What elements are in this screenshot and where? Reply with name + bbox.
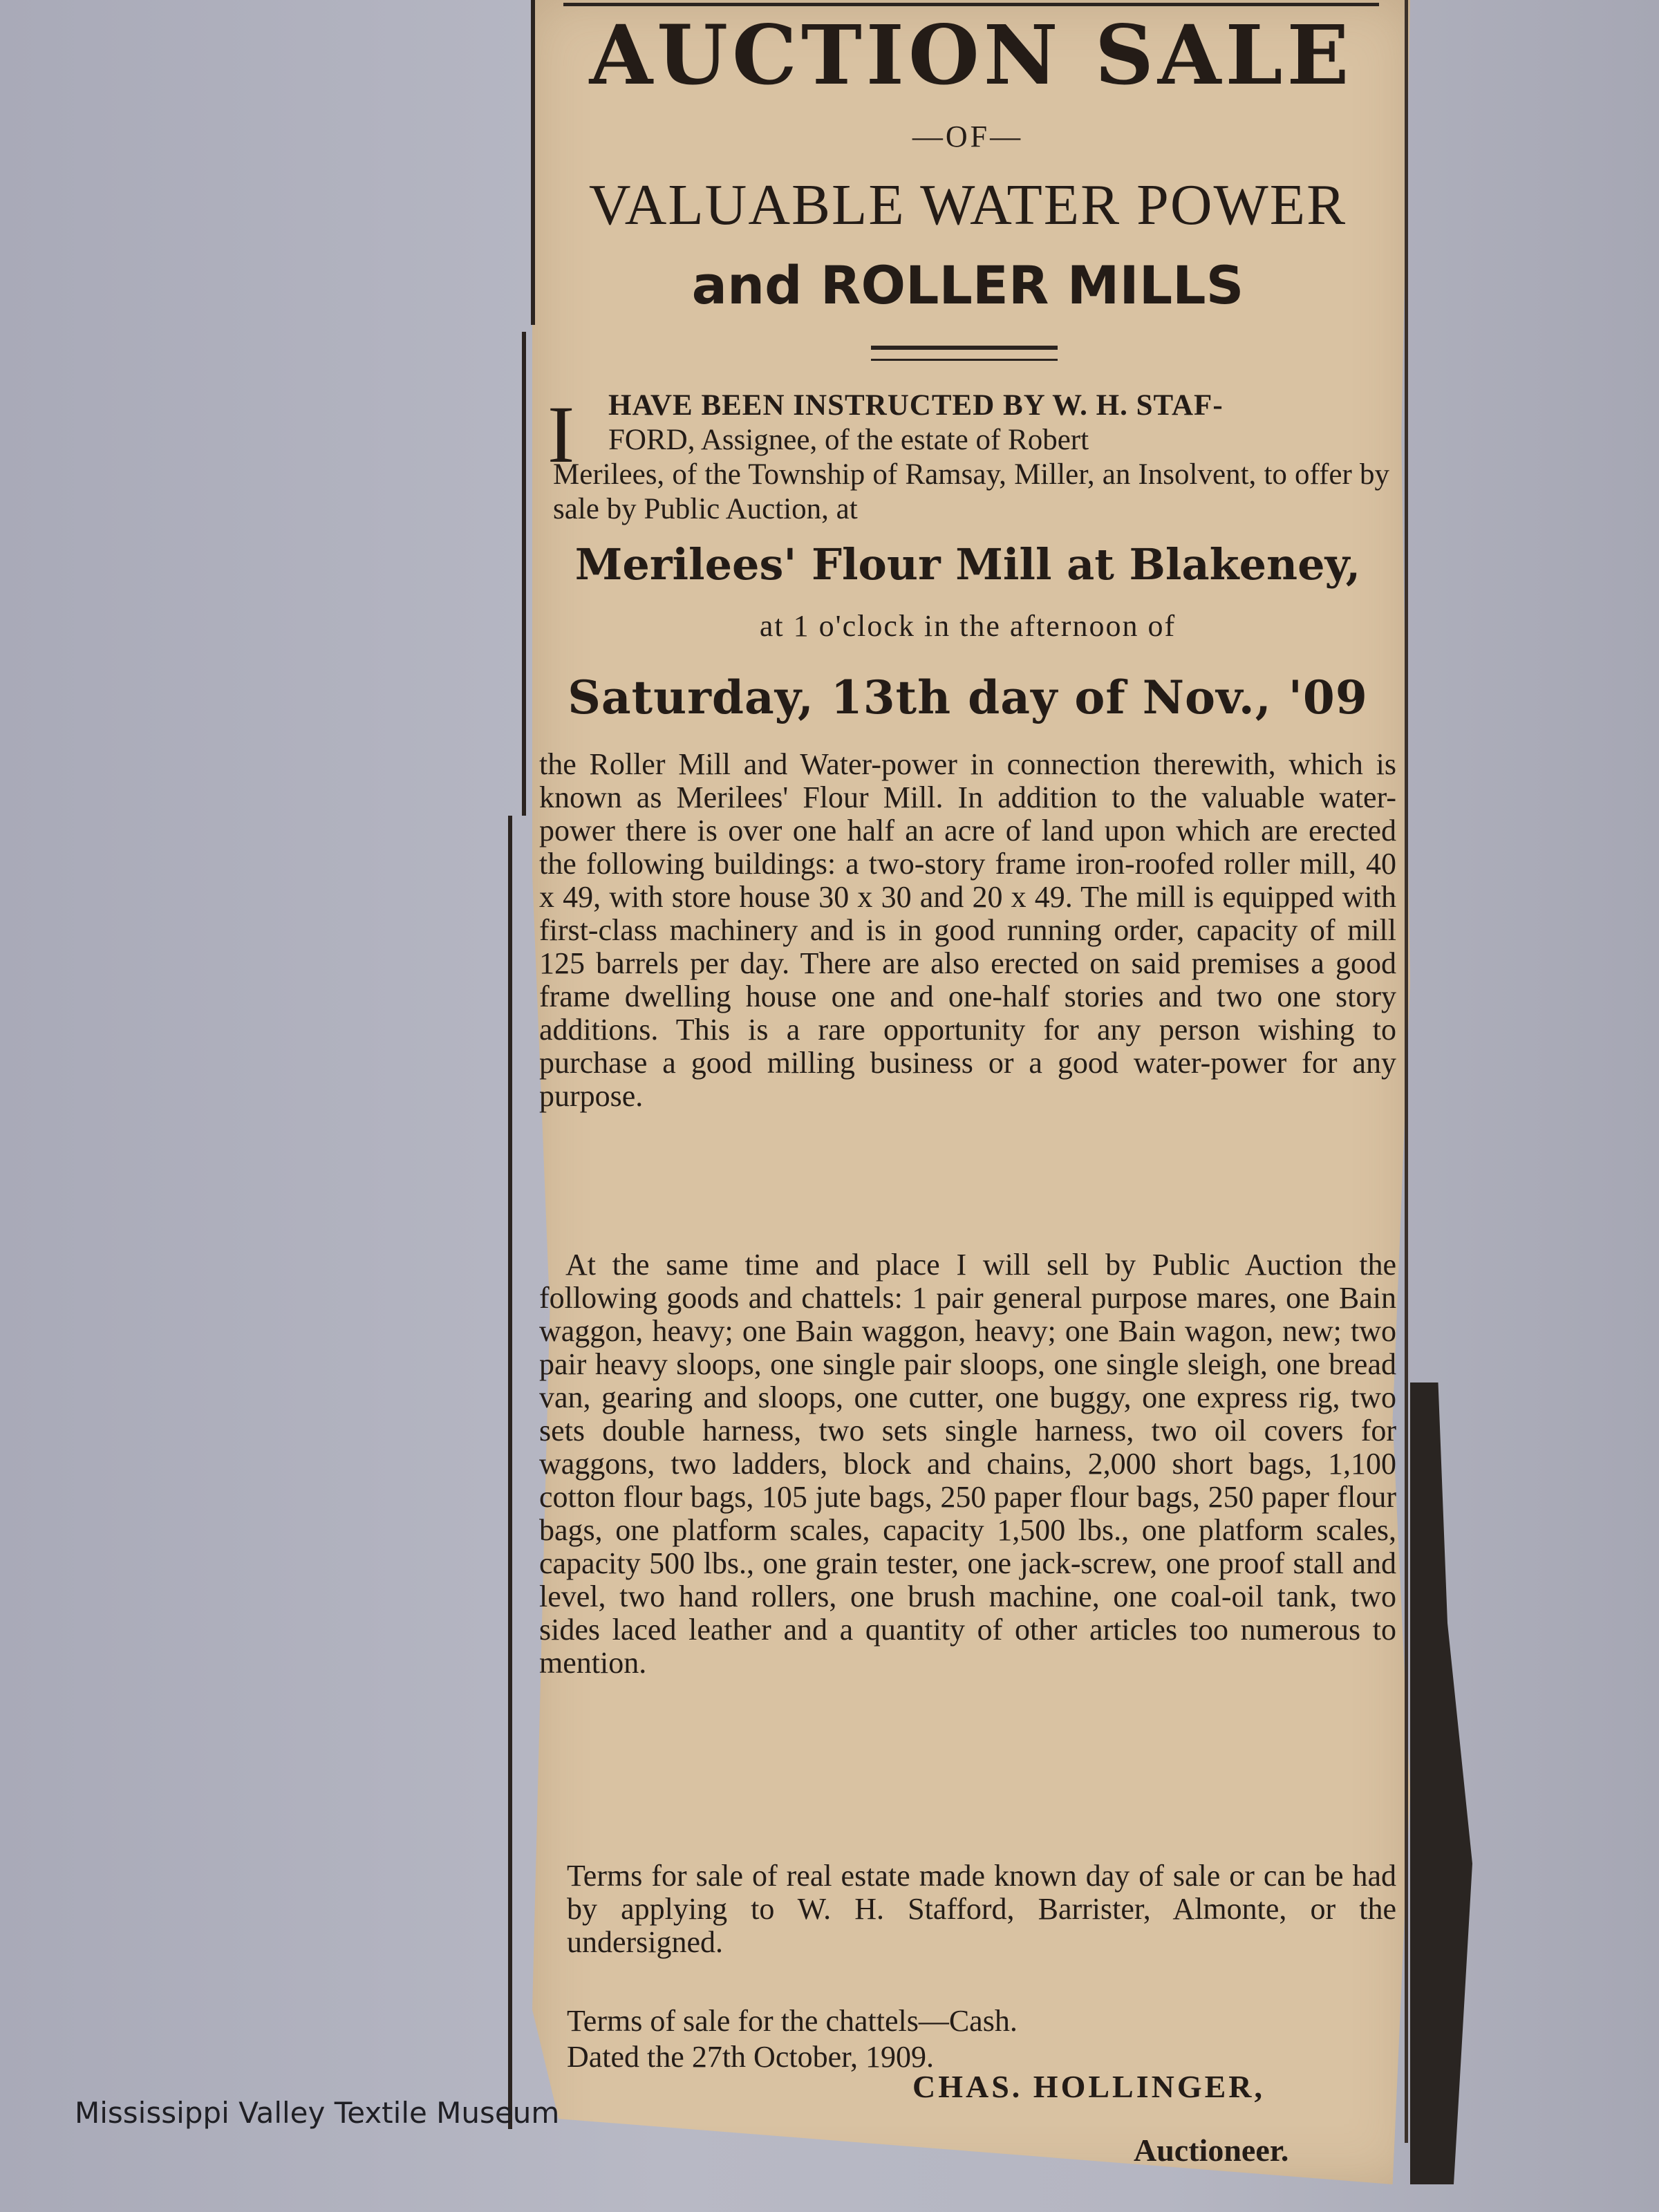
auctioneer-name: CHAS. HOLLINGER,	[912, 2069, 1266, 2104]
sale-location: Merilees' Flour Mill at Blakeney,	[574, 539, 1361, 590]
subheadline-roller-mills: and ROLLER MILLS	[691, 254, 1244, 316]
left-column-rule	[522, 332, 526, 816]
sale-date: Saturday, 13th day of Nov., '09	[568, 671, 1368, 724]
auctioneer-title: Auctioneer.	[1134, 2133, 1289, 2168]
left-column-rule	[508, 816, 512, 2129]
left-column-rule	[531, 0, 535, 325]
chattels-list: At the same time and place I will sell by Public Auction the following goods and chattels: 1 pair general purpose mares, one Bain waggon, heavy; one Bain waggon, heavy; one Bain wagon, new; two pair heavy sloops, one single pair sloops, one single sleigh, one bread van, gearing and sloops, one cutter, one buggy, one express rig, two sets double harness, two sets single harness, two oil covers for waggons, two ladders, block and chains, 2,000 short bags, 1,100 cotton flour bags, 105 jute bags, 250 paper flour bags, 250 paper flour bags, one platform scales, capacity 1,500 lbs., one platform scales, capacity 500 lbs., one grain tester, one jack-screw, one proof stall and level, two hand rollers, one brush machine, one coal-oil tank, two sides laced leather and a quantity of other articles too numerous to mention.	[539, 1248, 1396, 1680]
drop-cap: I	[547, 389, 575, 480]
museum-watermark: Mississippi Valley Textile Museum	[75, 2096, 560, 2130]
headline: AUCTION SALE	[589, 7, 1353, 103]
headline-connector: —OF—	[912, 120, 1024, 153]
chattel-terms: Terms of sale for the chattels—Cash.	[567, 2004, 1018, 2038]
right-column-rule	[1405, 0, 1408, 2143]
dated-line: Dated the 27th October, 1909.	[567, 2040, 934, 2074]
subheadline-water-power: VALUABLE WATER POWER	[588, 173, 1347, 237]
intro-rest: Merilees, of the Township of Ramsay, Miller, an Insolvent, to offer by sale by Public Auction, at	[553, 458, 1389, 525]
sale-time: at 1 o'clock in the afternoon of	[759, 609, 1177, 643]
property-description: the Roller Mill and Water-power in connection therewith, which is known as Merilees' Flour Mill. In addition to the valuable water-power there is over one half an acre of land upon which are erected the following buildings: a two-story frame iron-roofed roller mill, 40 x 49, with store house 30 x 30 and 20 x 49. The mill is equipped with first-class machinery and is in good running order, capacity of mill 125 barrels per day. There are also erected on said premises a good frame dwelling house one and one-half stories and two one story additions. This is a rare opportunity for any person wishing to purchase a good milling business or a good water-power for any purpose.	[539, 747, 1396, 1113]
real-estate-terms: Terms for sale of real estate made known day of sale or can be had by applying to W. H. Stafford, Barrister, Almonte, or the undersigned.	[567, 1859, 1396, 1959]
intro-second-line: FORD, Assignee, of the estate of Robert	[608, 424, 1089, 456]
top-column-rule	[563, 3, 1379, 6]
section-divider	[871, 346, 1058, 361]
intro-lead: HAVE BEEN INSTRUCTED BY W. H. STAF-	[608, 389, 1224, 422]
intro-paragraph	[553, 388, 1389, 527]
